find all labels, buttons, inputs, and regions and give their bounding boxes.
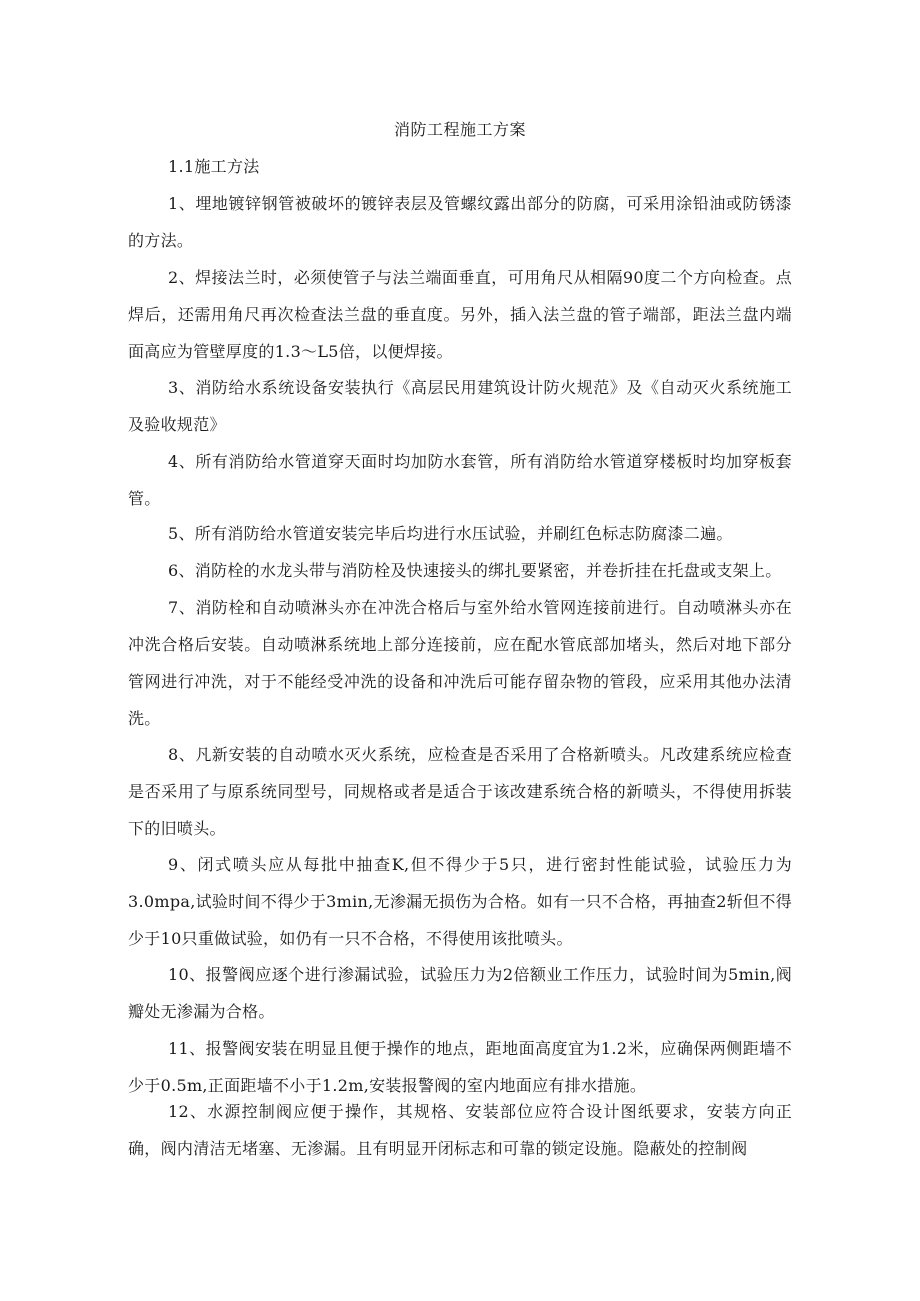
paragraph-9: 9、闭式喷头应从每批中抽查K,但不得少于5只，进行密封性能试验，试验压力为3.0mpa,试验时间不得少于3min,无渗漏无损伤为合格。如有一只不合格，再抽查2斩但不得少于10只重做试验，如仍有一只不合格，不得使用该批喷头。 [128, 855, 792, 948]
paragraph-5: 5、所有消防给水管道安装完毕后均进行水压试验，并刷红色标志防腐漆二遍。 [168, 524, 733, 543]
paragraph-12: 12、水源控制阀应便于操作，其规格、安装部位应符合设计图纸要求，安装方向正确，阀内清洁无堵塞、无渗漏。且有明显开闭标志和可靠的锁定设施。隐蔽处的控制阀 [128, 1102, 792, 1158]
document-title: 消防工程施工方案 [393, 120, 526, 139]
paragraph-11: 11、报警阀安装在明显且便于操作的地点，距地面高度宜为1.2米，应确保两侧距墙不少于0.5m,正面距墙不小于1.2m,安装报警阀的室内地面应有排水措施。 [128, 1039, 792, 1095]
paragraph-6: 6、消防栓的水龙头带与消防栓及快速接头的绑扎要紧密，并卷折挂在托盘或支架上。 [168, 561, 782, 580]
paragraph-2: 2、焊接法兰时，必须使管子与法兰端面垂直，可用角尺从相隔90度二个方向检查。点焊后，还需用角尺再次检查法兰盘的垂直度。另外，插入法兰盘的管子端部，距法兰盘内端面高应为管壁厚度的1.3～L5倍，以便焊接。 [128, 268, 792, 361]
section-heading: 1.1施工方法 [168, 157, 260, 176]
paragraph-3: 3、消防给水系统设备安装执行《高层民用建筑设计防火规范》及《自动灭火系统施工及验收规范》 [128, 378, 792, 434]
paragraph-8: 8、凡新安装的自动喷水灭火系统，应检查是否采用了合格新喷头。凡改建系统应检查是否采用了与原系统同型号，同规格或者是适合于该改建系统合格的新喷头，不得使用拆装下的旧喷头。 [128, 745, 792, 838]
paragraph-7: 7、消防栓和自动喷淋头亦在冲洗合格后与室外给水管网连接前进行。自动喷淋头亦在冲洗合格后安装。自动喷淋系统地上部分连接前，应在配水管底部加堵头，然后对地下部分管网进行冲洗，对于不能经受冲洗的设备和冲洗后可能存留杂物的管段，应采用其他办法清洗。 [128, 598, 792, 728]
paragraph-4: 4、所有消防给水管道穿天面时均加防水套管，所有消防给水管道穿楼板时均加穿板套管。 [128, 452, 792, 508]
paragraph-10: 10、报警阀应逐个进行渗漏试验，试验压力为2倍额业工作压力，试验时间为5min,阀瓣处无渗漏为合格。 [128, 965, 792, 1021]
paragraph-1: 1、埋地镀锌钢管被破坏的镀锌表层及管螺纹露出部分的防腐，可采用涂铅油或防锈漆的方法。 [128, 194, 792, 250]
